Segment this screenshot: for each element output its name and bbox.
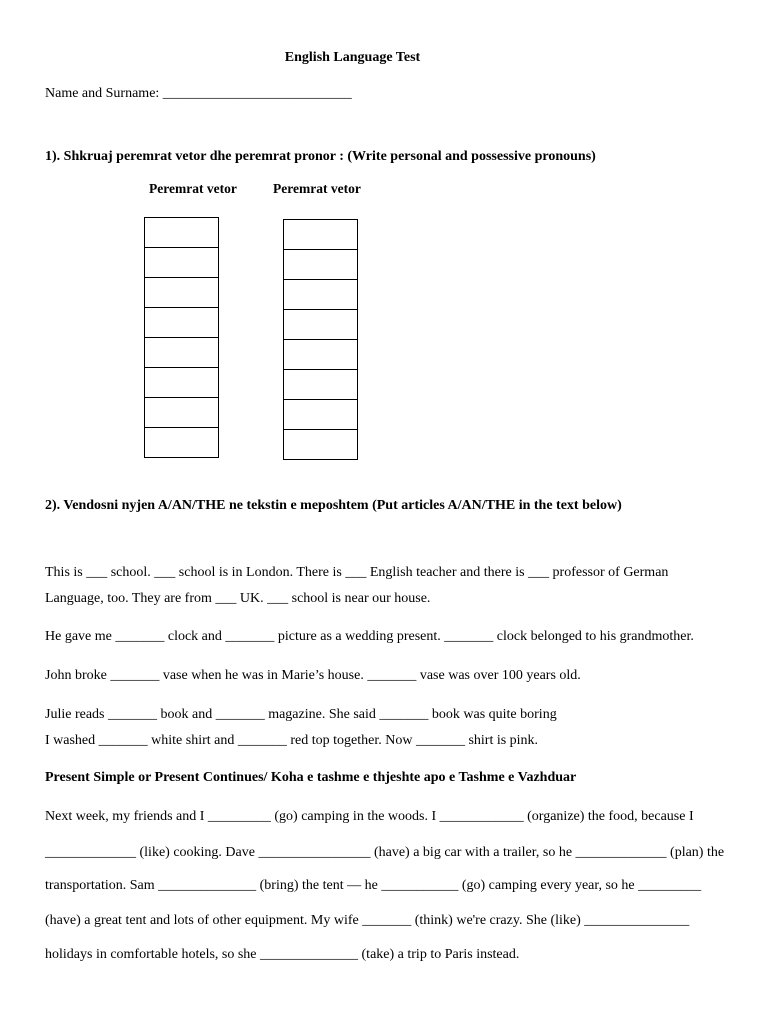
- section2-heading: 2). Vendosni nyjen A/AN/THE ne tekstin e meposhtem (Put articles A/AN/THE in the text below): [45, 498, 622, 513]
- answer-cell[interactable]: [145, 428, 218, 458]
- page-title: English Language Test: [284, 50, 421, 65]
- answer-cell[interactable]: [284, 280, 357, 310]
- answer-cell[interactable]: [284, 340, 357, 370]
- article-exercise-line: Julie reads _______ book and _______ magazine. She said _______ book was quite boring: [45, 707, 557, 722]
- article-exercise-line: John broke _______ vase when he was in Marie’s house. _______ vase was over 100 years old.: [45, 668, 581, 683]
- answer-cell[interactable]: [145, 368, 218, 398]
- answer-cell[interactable]: [145, 278, 218, 308]
- personal-pronouns-grid: [144, 217, 219, 458]
- col1-heading: Peremrat vetor: [149, 181, 237, 196]
- col2-heading: Peremrat vetor: [273, 181, 361, 196]
- answer-cell[interactable]: [284, 430, 357, 460]
- tense-exercise-line: Next week, my friends and I _________ (go) camping in the woods. I ____________ (organize) the food, because I: [45, 809, 694, 824]
- answer-cell[interactable]: [145, 248, 218, 278]
- answer-cell[interactable]: [284, 370, 357, 400]
- possessive-pronouns-grid: [283, 219, 358, 460]
- answer-cell[interactable]: [284, 310, 357, 340]
- section1-heading: 1). Shkruaj peremrat vetor dhe peremrat pronor : (Write personal and possessive pronouns): [45, 149, 596, 164]
- section3-heading: Present Simple or Present Continues/ Koha e tashme e thjeshte apo e Tashme e Vazhduar: [45, 770, 577, 785]
- article-exercise-line: This is ___ school. ___ school is in London. There is ___ English teacher and there is ___ professor of German: [45, 565, 669, 580]
- answer-cell[interactable]: [145, 218, 218, 248]
- answer-cell[interactable]: [284, 250, 357, 280]
- tense-exercise-line: (have) a great tent and lots of other equipment. My wife _______ (think) we're crazy. She (like) _______________: [45, 913, 690, 928]
- answer-cell[interactable]: [284, 400, 357, 430]
- name-surname-field[interactable]: Name and Surname: ___________________________: [45, 86, 352, 101]
- tense-exercise-line: transportation. Sam ______________ (bring) the tent — he ___________ (go) camping every year, so he _________: [45, 878, 702, 893]
- tense-exercise-line: _____________ (like) cooking. Dave ________________ (have) a big car with a trailer, so he _____________ (plan) the: [45, 845, 725, 860]
- answer-cell[interactable]: [145, 398, 218, 428]
- answer-cell[interactable]: [145, 308, 218, 338]
- answer-cell[interactable]: [145, 338, 218, 368]
- tense-exercise-line: holidays in comfortable hotels, so she ______________ (take) a trip to Paris instead.: [45, 947, 520, 962]
- article-exercise-line: Language, too. They are from ___ UK. ___ school is near our house.: [45, 591, 431, 606]
- answer-cell[interactable]: [284, 220, 357, 250]
- article-exercise-line: I washed _______ white shirt and _______ red top together. Now _______ shirt is pink.: [45, 733, 539, 748]
- article-exercise-line: He gave me _______ clock and _______ picture as a wedding present. _______ clock belonged to his grandmother.: [45, 629, 694, 644]
